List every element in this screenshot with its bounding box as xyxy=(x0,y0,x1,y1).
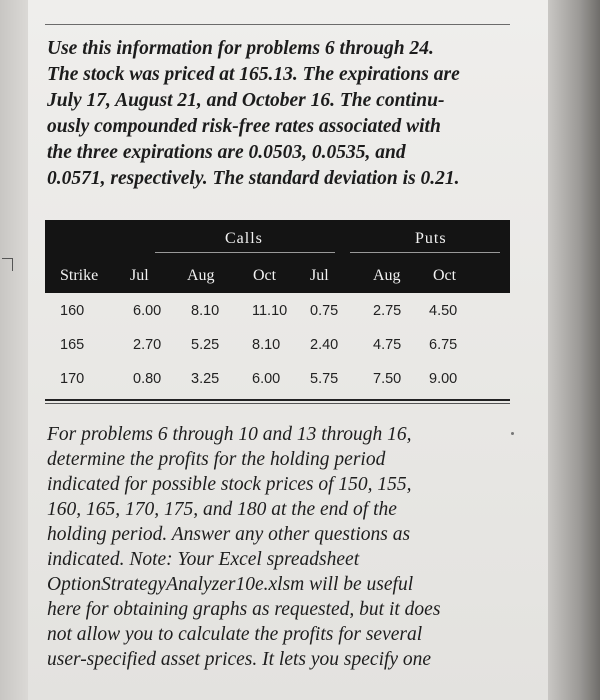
header-call-oct: Oct xyxy=(253,267,277,284)
problem-line: 160, 165, 170, 175, and 180 at the end of the xyxy=(47,499,397,520)
header-call-jul: Jul xyxy=(130,267,149,284)
problem-line: user-specified asset prices. It lets you specify one xyxy=(47,649,432,670)
calls-underline xyxy=(155,252,335,253)
cell-call-oct: 6.00 xyxy=(252,371,281,387)
photo-background-left xyxy=(0,0,30,700)
intro-line: July 17, August 21, and October 16. The continu- xyxy=(47,90,445,111)
cell-call-jul: 0.80 xyxy=(133,371,162,387)
cell-put-aug: 7.50 xyxy=(373,371,402,387)
cell-put-oct: 9.00 xyxy=(429,371,458,387)
cell-put-oct: 4.50 xyxy=(429,303,458,319)
problems-paragraph xyxy=(47,422,517,672)
cell-strike: 160 xyxy=(60,303,85,319)
header-strike: Strike xyxy=(60,267,99,284)
calls-group-label: Calls xyxy=(225,230,263,247)
header-put-jul: Jul xyxy=(310,267,329,284)
cell-put-jul: 0.75 xyxy=(310,303,339,319)
table-bottom-rule-thin xyxy=(45,403,510,404)
cell-call-aug: 5.25 xyxy=(191,337,220,353)
intro-line: the three expirations are 0.0503, 0.0535, and xyxy=(47,142,406,163)
cell-call-aug: 3.25 xyxy=(191,371,220,387)
intro-line: Use this information for problems 6 through 24. xyxy=(47,38,434,59)
top-rule xyxy=(45,24,510,25)
table-column-header xyxy=(45,258,510,293)
problem-line: indicated for possible stock prices of 150, 155, xyxy=(47,474,412,495)
puts-group-label: Puts xyxy=(415,230,447,247)
cell-put-aug: 4.75 xyxy=(373,337,402,353)
intro-line: 0.0571, respectively. The standard deviation is 0.21. xyxy=(47,168,460,189)
header-put-oct: Oct xyxy=(433,267,457,284)
table-group-header xyxy=(45,220,510,258)
option-prices-table xyxy=(45,220,510,404)
cell-call-oct: 11.10 xyxy=(252,303,288,319)
cell-call-jul: 6.00 xyxy=(133,303,162,319)
cell-strike: 165 xyxy=(60,337,85,353)
intro-line: ously compounded risk-free rates associated with xyxy=(47,116,441,137)
puts-underline xyxy=(350,252,500,253)
problem-line: not allow you to calculate the profits for several xyxy=(47,624,423,645)
cell-call-jul: 2.70 xyxy=(133,337,162,353)
problem-line: For problems 6 through 10 and 13 through 16, xyxy=(47,424,412,445)
cell-put-jul: 2.40 xyxy=(310,337,339,353)
cell-put-jul: 5.75 xyxy=(310,371,339,387)
table-row xyxy=(45,293,510,327)
cell-put-oct: 6.75 xyxy=(429,337,458,353)
table-row xyxy=(45,361,510,395)
problem-line: indicated. Note: Your Excel spreadsheet xyxy=(47,549,360,570)
intro-paragraph xyxy=(47,36,517,192)
cell-strike: 170 xyxy=(60,371,85,387)
table-bottom-rule xyxy=(45,399,510,401)
problem-line: determine the profits for the holding period xyxy=(47,449,386,470)
problem-line: OptionStrategyAnalyzer10e.xlsm will be useful xyxy=(47,574,414,595)
header-put-aug: Aug xyxy=(373,267,401,284)
cell-call-aug: 8.10 xyxy=(191,303,220,319)
margin-bracket-mark xyxy=(2,258,13,271)
cell-put-aug: 2.75 xyxy=(373,303,402,319)
problem-line: holding period. Answer any other questions as xyxy=(47,524,411,545)
intro-line: The stock was priced at 165.13. The expirations are xyxy=(47,64,460,85)
table-row xyxy=(45,327,510,361)
header-call-aug: Aug xyxy=(187,267,215,284)
cell-call-oct: 8.10 xyxy=(252,337,281,353)
problem-line: here for obtaining graphs as requested, but it does xyxy=(47,599,441,620)
